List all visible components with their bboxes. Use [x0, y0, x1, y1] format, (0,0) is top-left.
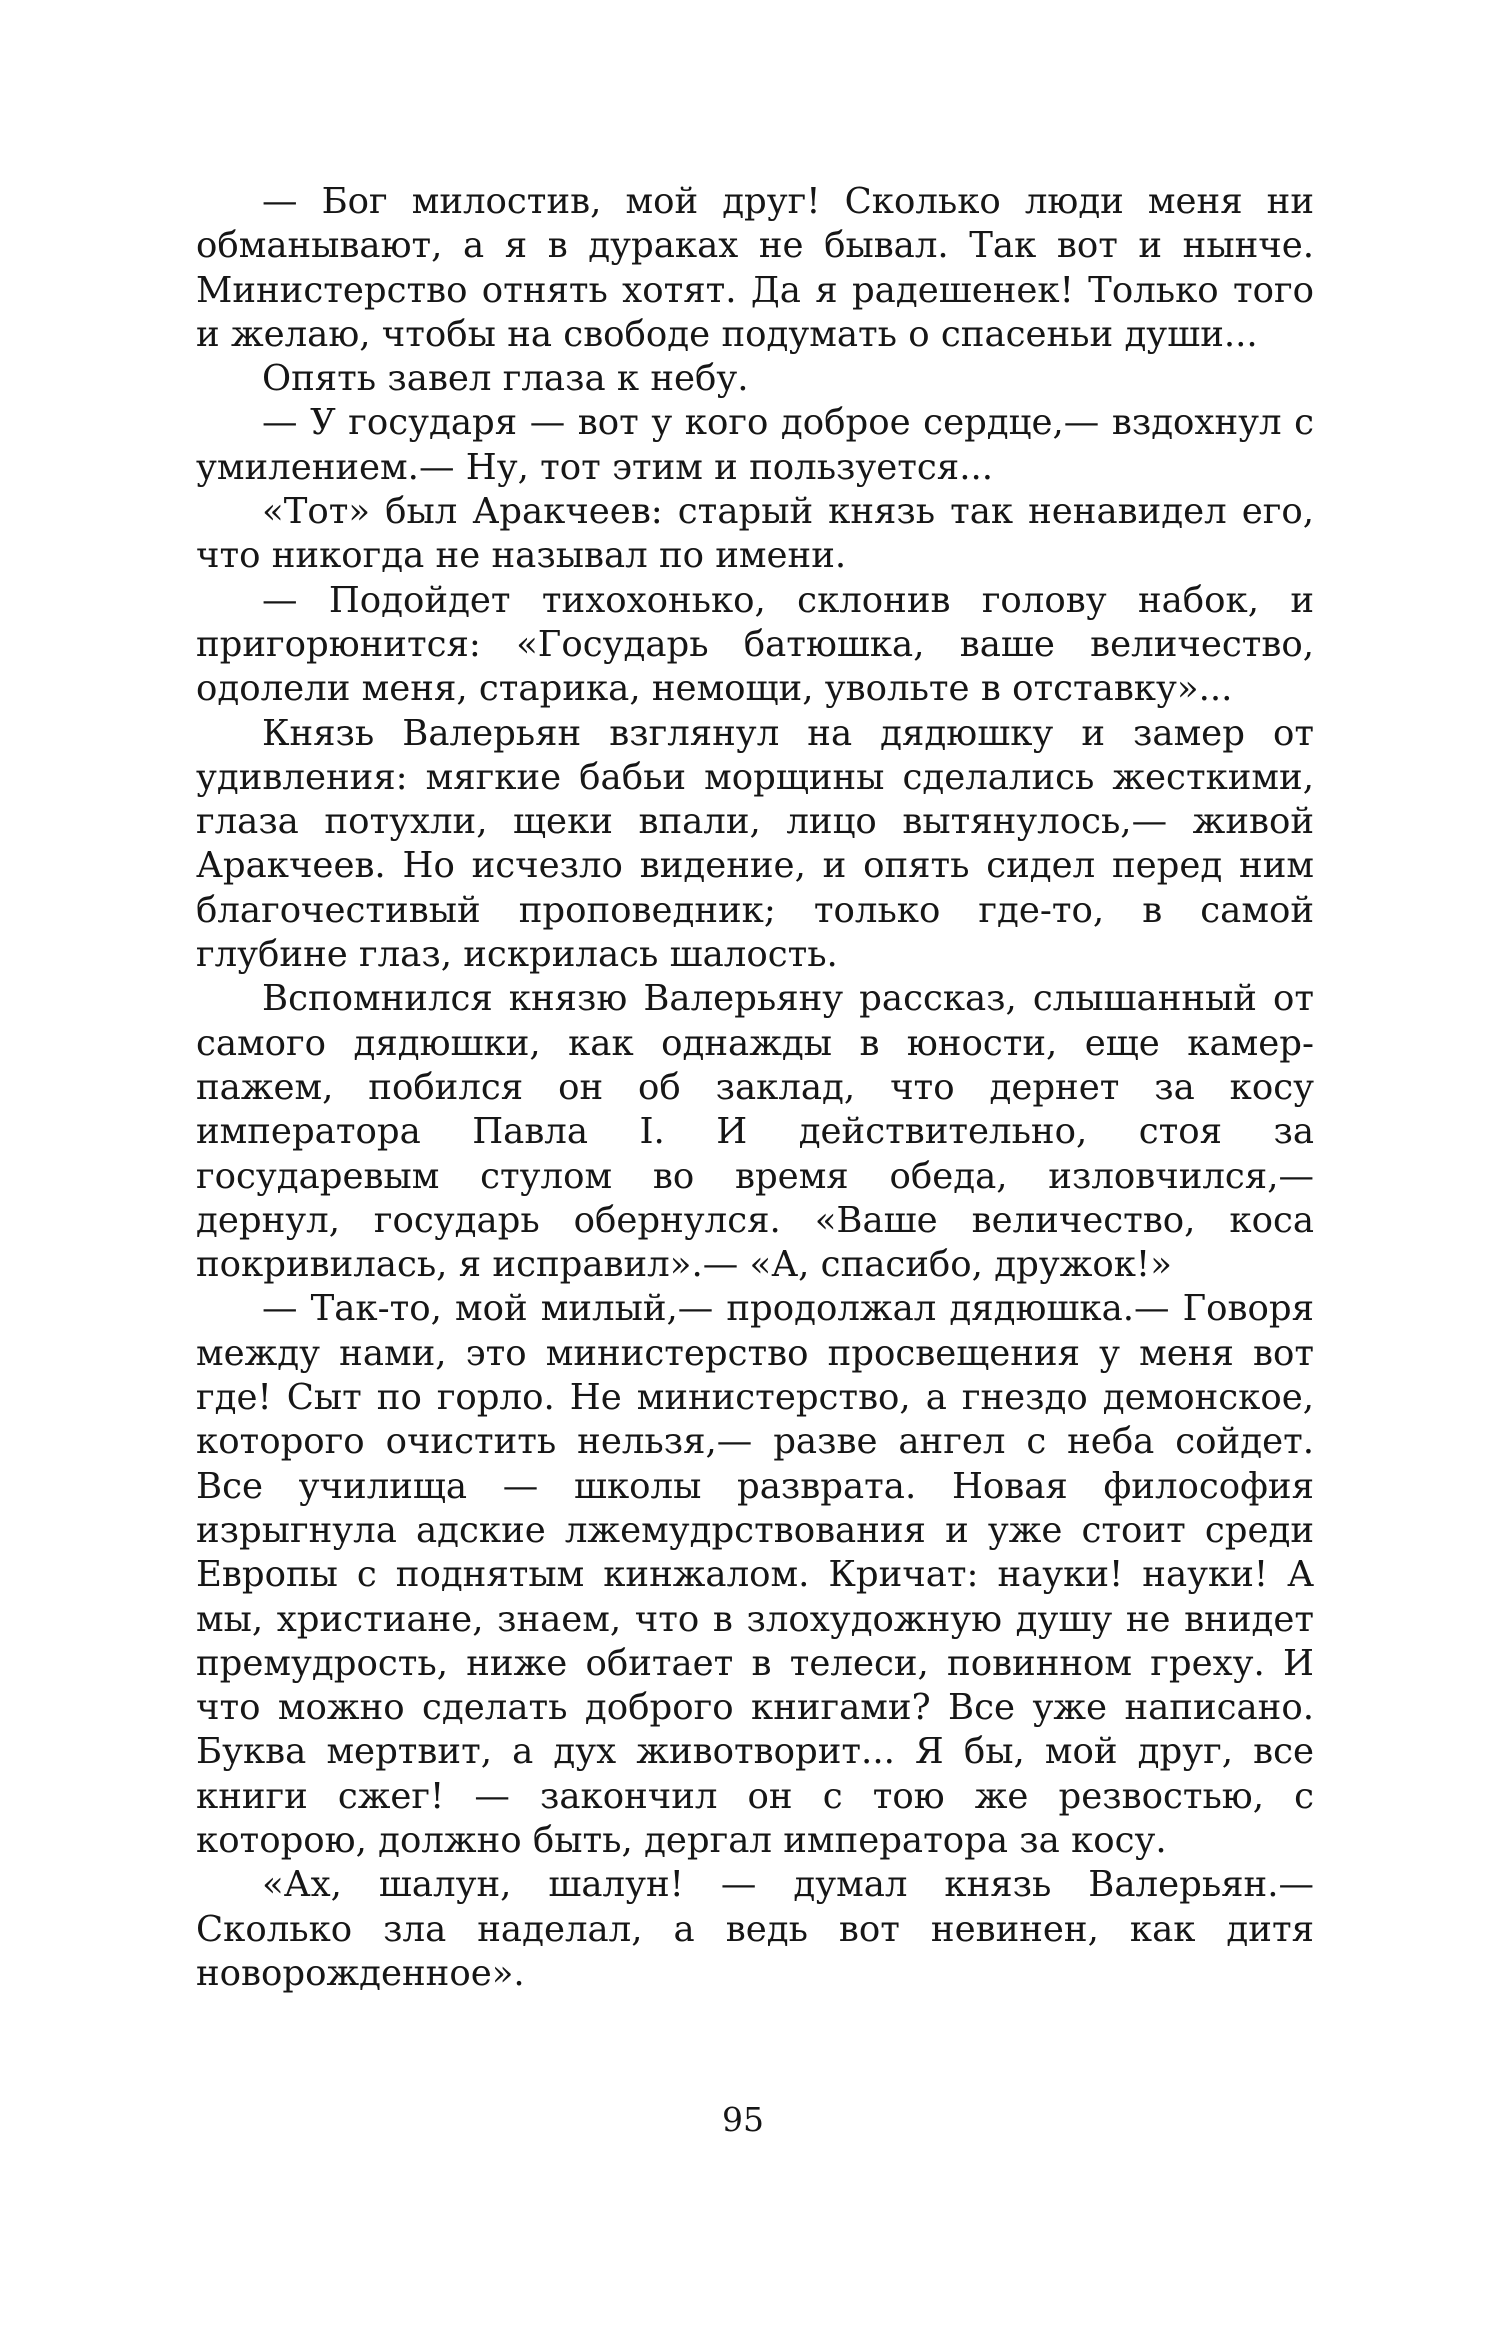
paragraph: — Бог милостив, мой друг! Сколько люди меня ни обманывают, а я в дураках не бывал. Так вот и нынче. Министерство отнять хотят. Да я радешенек! Только того и желаю, чтобы на свободе подумать о спасеньи души...	[196, 181, 1314, 355]
body-text	[196, 180, 1314, 1996]
paragraph: Вспомнился князю Валерьяну рассказ, слышанный от самого дядюшки, как однажды в юности, еще камер-пажем, побился он об заклад, что дернет за косу императора Павла I. И действительно, стоя за государевым стулом во время обеда, изловчился,— дернул, государь обернулся. «Ваше величество, коса покривилась, я исправил».— «А, спасибо, дружок!»	[196, 978, 1314, 1286]
paragraph: «Ах, шалун, шалун! — думал князь Валерьян.— Сколько зла наделал, а ведь вот невинен, как дитя новорожденное».	[196, 1864, 1314, 1994]
paragraph: «Тот» был Аракчеев: старый князь так ненавидел его, что никогда не называл по имени.	[196, 491, 1314, 577]
paragraph: — Подойдет тихохонько, склонив голову набок, и пригорюнится: «Государь батюшка, ваше величество, одолели меня, старика, немощи, увольте в отставку»...	[196, 579, 1314, 710]
paragraph: Князь Валерьян взглянул на дядюшку и замер от удивления: мягкие бабьи морщины сделались жесткими, глаза потухли, щеки впали, лицо вытянулось,— живой Аракчеев. Но исчезло видение, и опять сидел перед ним благочестивый проповедник; только где-то, в самой глубине глаз, искрилась шалость.	[196, 712, 1314, 976]
page-number: 95	[722, 2100, 764, 2139]
paragraph: — Так-то, мой милый,— продолжал дядюшка.— Говоря между нами, это министерство просвещения у меня вот где! Сыт по горло. Не министерство, а гнездо демонское, которого очистить нельзя,— разве ангел с неба сойдет. Все училища — школы разврата. Новая философия изрыгнула адские лжемудрствования и уже стоит среди Европы с поднятым кинжалом. Кричат: науки! науки! А мы, христиане, знаем, что в злохудожную душу не внидет премудрость, ниже обитает в телеси, повинном греху. И что можно сделать доброго книгами? Все уже написано. Буква мертвит, а дух животворит... Я бы, мой друг, все книги сжег! — закончил он с тою же резвостью, с которою, должно быть, дергал императора за косу.	[196, 1288, 1314, 1861]
paragraph: — У государя — вот у кого доброе сердце,— вздохнул с умилением.— Ну, тот этим и пользуется...	[196, 402, 1314, 488]
paragraph: Опять завел глаза к небу.	[262, 358, 749, 400]
